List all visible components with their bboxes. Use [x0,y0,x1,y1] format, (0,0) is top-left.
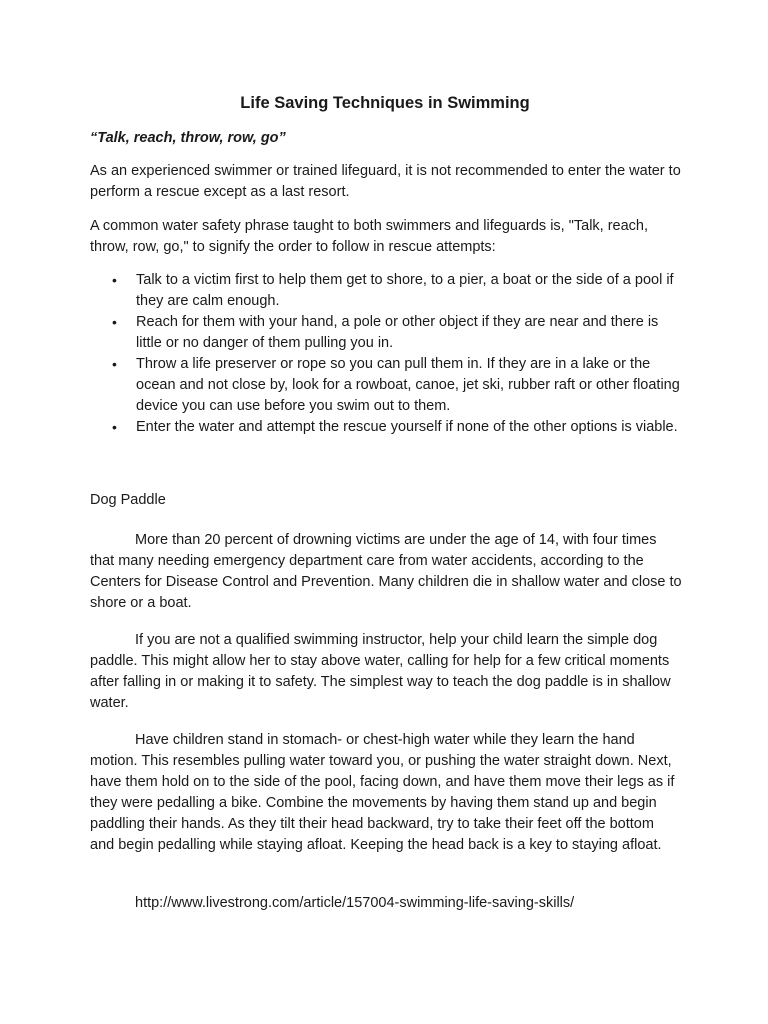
list-item-text: Throw a life preserver or rope so you can pull them in. If they are in a lake or the ocean and not close by, look for a rowboat, canoe, jet ski, rubber raft or other floating device you can use before you swim out to them. [136,356,680,414]
source-link[interactable]: http://www.livestrong.com/article/157004-swimming-life-saving-skills/ [135,895,575,911]
list-item [90,417,682,438]
list-item-text: Talk to a victim first to help them get to shore, to a pier, a boat or the side of a pool if they are calm enough. [136,272,674,309]
bullet-icon: • [112,356,117,372]
list-item-text: Reach for them with your hand, a pole or other object if they are near and there is little or no danger of them pulling you in. [136,314,659,351]
document-subtitle: “Talk, reach, throw, row, go” [90,130,286,146]
body-paragraph: More than 20 percent of drowning victims are under the age of 14, with four times that many needing emergency department care from water accidents, according to the Centers for Disease Control and Prevention. Many children die in shallow water and close to shore or a boat. [90,532,682,611]
list-item [90,270,682,312]
list-item-text: Enter the water and attempt the rescue yourself if none of the other options is viable. [136,419,678,435]
section-heading: Dog Paddle [90,492,166,508]
rescue-steps-list [90,270,682,438]
body-paragraph: If you are not a qualified swimming instructor, help your child learn the simple dog paddle. This might allow her to stay above water, calling for help for a few critical moments after falling in or making it to safety. The simplest way to teach the dog paddle is in shallow water. [90,632,671,711]
intro-paragraph: As an experienced swimmer or trained lifeguard, it is not recommended to enter the water to perform a rescue except as a last resort. [90,163,681,200]
intro-paragraph: A common water safety phrase taught to both swimmers and lifeguards is, "Talk, reach, throw, row, go," to signify the order to follow in rescue attempts: [90,218,649,255]
bullet-icon: • [112,419,117,435]
body-paragraph: Have children stand in stomach- or chest-high water while they learn the hand motion. This resembles pulling water toward you, or pushing the water straight down. Next, have them hold on to the side of the pool, facing down, and have them move their legs as if they were pedalling a bike. Combine the movements by having them stand up and begin paddling their hands. As they tilt their head backward, try to take their feet off the bottom and begin pedalling while staying afloat. Keeping the head back is a key to staying afloat. [90,732,675,853]
bullet-icon: • [112,314,117,330]
list-item [90,354,682,417]
bullet-icon: • [112,272,117,288]
list-item [90,312,682,354]
document-title: Life Saving Techniques in Swimming [240,94,530,112]
